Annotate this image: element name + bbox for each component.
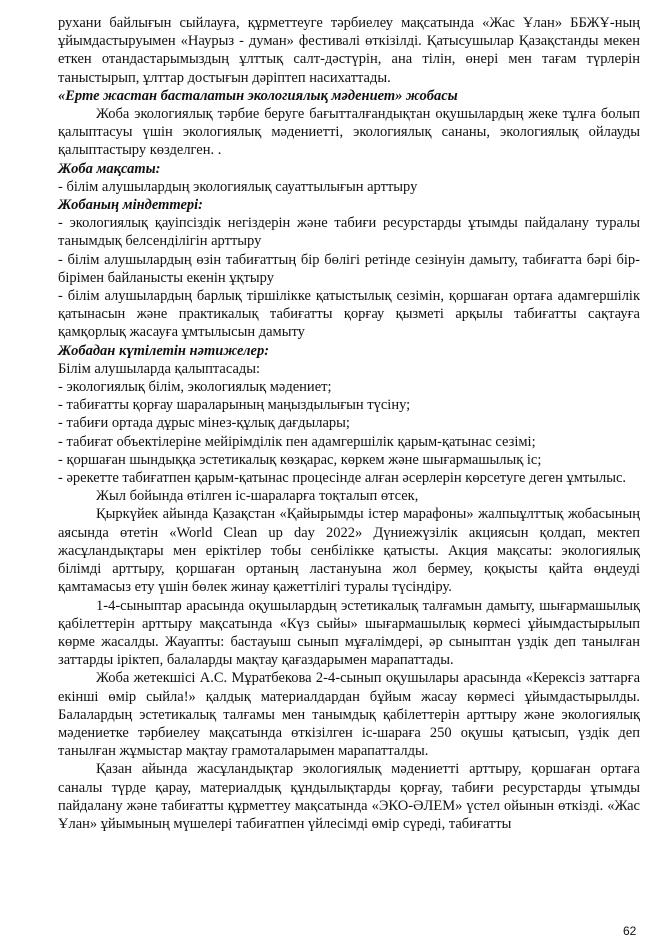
paragraph-recycled-items: Жоба жетекшісі А.С. Мұратбекова 2-4-сынып оқушылары арасында «Керексіз заттарға екінші өмір сыйла!» қалдық материалдардан бұйым жасау көрмесі ұйымдастырылды. Балалардың эстетикалық талғамы мен танымдық қабілеттерін арттыру және экологиялық мәдениетке тәрбиелеу мақсатында өткізілген іс-шараға 250 оқушы қатысып, үздік деп танылған жұмыстар мақтау грамоталарымен марапатталды. [58,670,640,760]
result-item: - қоршаған шындыққа эстетикалық көзқарас, көркем және шығармашылық іс; [58,451,542,468]
paragraph-project-intro: Жоба экологиялық тәрбие беруге бағытталғандықтан оқушылардың жеке тұлға болып қалыптасуы үшін экологиялық мәдениетті, экологиялық сананы, экологиялық ойлауды қалыптастыру көзделген. . [58,106,640,159]
result-item: - әрекетте табиғатпен қарым-қатынас процесінде алған әсерлерін көрсетуге деген ұмтылыс. [58,470,627,487]
result-item: - экологиялық білім, экологиялық мәдениет; [58,379,332,396]
goal-heading: Жоба мақсаты: [58,160,161,177]
goal-text: - білім алушылардың экологиялық сауаттылығын арттыру [58,178,418,195]
paragraph-september-cleanup: Қыркүйек айында Қазақстан «Қайырымды істер марафоны» жалпыұлттық жобасының аясында өтетін «World Clean up day 2022» Дүниежүзілік акциясын қолдап, мектеп жасұландықтары мен еріктілер тобы сенбілікке қатысты. Акция мақсаты: экологиялық білімді арттыру, қоршаған ортаның ластануына жол бермеу, қоқысты қайта өңдеуді қамтамасыз ету үшін бөлек жинау қажеттілігі туралы түсіндіру. [58,506,640,596]
result-item: - табиғатты қорғау шараларының маңыздылығын түсіну; [58,397,411,414]
paragraph-autumn-exhibition: 1-4-сыныптар арасында оқушылардың эстетикалық талғамын дамыту, шығармашылық қабілеттерін арттыру мақсатында «Күз сыйы» шығармашылық көрмесі ұйымдастырылып көрме жасалды. Жауапты: бастауыш сынып мұғалімдері, әр сыныптан үздік деп танылған заттарды іріктеп, балаларды мақтау қағаздарымен марапаттады. [58,597,640,669]
result-item: - табиғат объектілеріне мейірімділік пен адамгершілік қарым-қатынас сезімі; [58,433,536,450]
paragraph-nauryz-festival: рухани байлығын сыйлауға, құрметтеуге тәрбиелеу мақсатында «Жас Ұлан» ББЖҰ-ның ұйымдастыруымен «Наурыз - думан» фестивалі өткізілді. Қатысушылар Қазақстанды мекен еткен отандастарымыздың ұлттық салт-дәстүрін, ана тілін, өнері мен тағам түрлерін таныстырып, ұлттар достығын дәріптеп насихаттады. [58,15,640,86]
task-item: - білім алушылардың барлық тіршілікке қатыстылық сезімін, қоршаған ортаға адамгершілік қатынасын және практикалық табиғатты қорғау қызметі арқылы табиғатты сақтауға қамқорлық жасауға ұмтылысын дамыту [58,288,640,341]
paragraph-eco-game: Қазан айында жасұландықтар экологиялық мәдениетті арттыру, қоршаған ортаға саналы түрде қарау, материалдық құндылықтарды қорғау, табиғи ресурстарды ұтымды пайдалану және табиғатты құрметтеу мақсатында «ЭКО-ӘЛЕМ» үстел ойынын өткізді. «Жас Ұлан» ұйымының мүшелері табиғатпен үйлесімді өмір сүреді, табиғатты [58,761,640,832]
document-page [58,14,640,833]
project-title: «Ерте жастан басталатын экологиялық мәдениет» жобасы [58,87,458,104]
tasks-heading: Жобаның міндеттері: [58,197,203,214]
task-item: - экологиялық қауіпсіздік негіздерін және табиғи ресурстарды ұтымды пайдалану туралы танымдық белсенділігін арттыру [58,215,640,250]
task-item: - білім алушылардың өзін табиғаттың бір бөлігі ретінде сезінуін дамыту, табиғатта бәрі бір-бірімен байланысты екенін ұқтыру [58,251,640,286]
results-heading: Жобадан күтілетін нәтижелер: [58,342,270,359]
results-intro: Білім алушыларда қалыптасады: [58,360,261,377]
result-item: - табиғи ортада дұрыс мінез-құлық дағдылары; [58,415,350,432]
paragraph-yearly-events: Жыл бойында өтілген іс-шараларға тоқталып өтсек, [96,488,419,505]
page-number: 62 [623,924,637,938]
